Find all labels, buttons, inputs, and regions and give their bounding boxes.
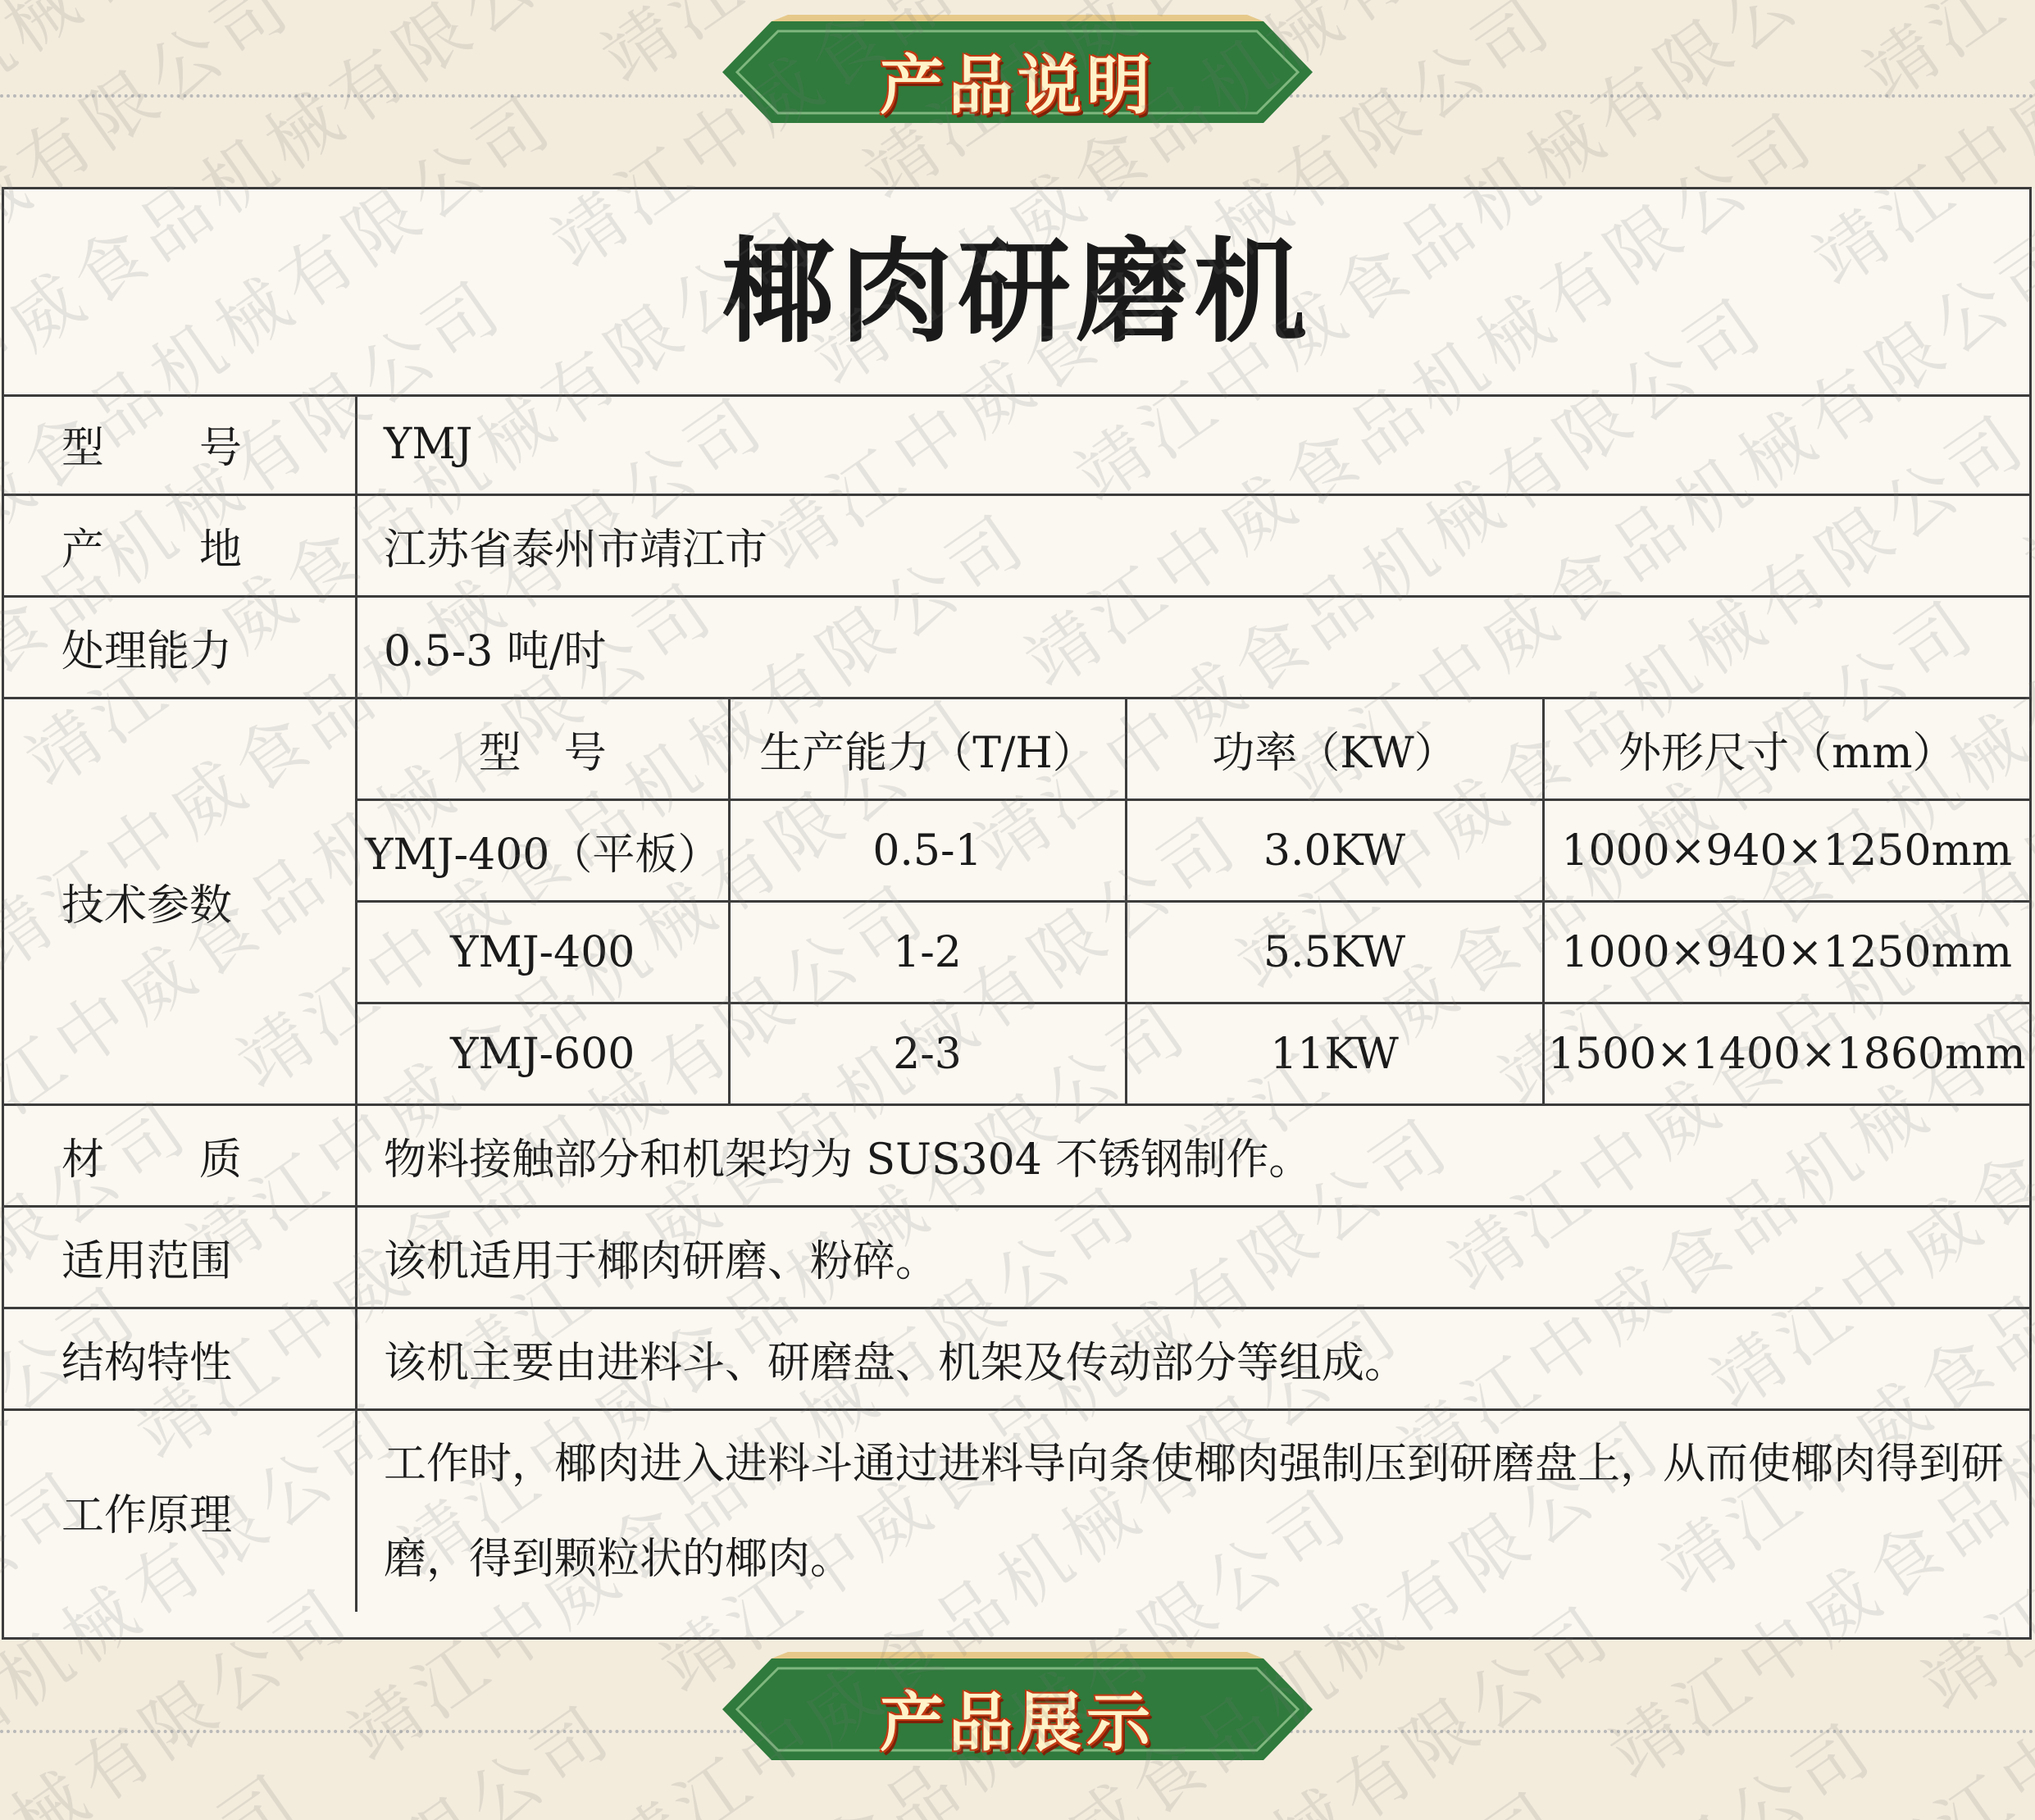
tech-cell-model: YMJ-600 — [357, 1003, 729, 1104]
tech-params-cell — [357, 698, 2030, 1105]
row-origin — [4, 495, 2029, 597]
tech-header-model: 型 号 — [357, 699, 729, 800]
label-char: 质 — [199, 1125, 242, 1186]
row-principle — [4, 1410, 2029, 1613]
footer-ribbon-label: 产品展示 — [722, 1672, 1313, 1763]
label-char: 型 — [61, 413, 104, 475]
footer-ribbon — [722, 1652, 1313, 1767]
tech-cell-capacity: 1-2 — [729, 902, 1126, 1003]
row-origin-label — [4, 495, 357, 597]
row-model-label — [4, 394, 357, 495]
row-scope-value: 该机适用于椰肉研磨、粉碎。 — [357, 1207, 2030, 1308]
tech-cell-power: 3.0KW — [1126, 800, 1543, 902]
tech-data-row — [357, 902, 2029, 1003]
tech-header-power: 功率（KW） — [1126, 699, 1543, 800]
row-structure-value: 该机主要由进料斗、研磨盘、机架及传动部分等组成。 — [357, 1308, 2030, 1410]
product-title: 椰肉研磨机 — [4, 189, 2029, 397]
row-material — [4, 1105, 2029, 1207]
row-material-value: 物料接触部分和机架均为 SUS304 不锈钢制作。 — [357, 1105, 2030, 1207]
row-material-label — [4, 1105, 357, 1207]
row-capacity — [4, 597, 2029, 698]
label-char: 地 — [199, 515, 242, 576]
tech-header-row — [357, 699, 2029, 800]
label-char: 产 — [61, 515, 104, 576]
row-tech-label: 技术参数 — [4, 698, 357, 1105]
row-principle-label: 工作原理 — [4, 1410, 357, 1613]
row-capacity-value: 0.5-3 吨/时 — [357, 597, 2030, 698]
tech-cell-dimensions: 1000×940×1250mm — [1543, 902, 2029, 1003]
tech-data-row — [357, 1003, 2029, 1104]
row-scope — [4, 1207, 2029, 1308]
tech-cell-model: YMJ-400（平板） — [357, 800, 729, 902]
row-origin-value: 江苏省泰州市靖江市 — [357, 495, 2030, 597]
tech-cell-capacity: 0.5-1 — [729, 800, 1126, 902]
spec-table — [4, 394, 2029, 1612]
tech-params-table — [357, 699, 2029, 1103]
tech-cell-dimensions: 1000×940×1250mm — [1543, 800, 2029, 902]
row-tech — [4, 698, 2029, 1105]
row-principle-value: 工作时，椰肉进入进料斗通过进料导向条使椰肉强制压到研磨盘上，从而使椰肉得到研磨，得到颗粒状的椰肉。 — [357, 1410, 2030, 1613]
label-char: 号 — [199, 413, 242, 475]
tech-header-capacity: 生产能力（T/H） — [729, 699, 1126, 800]
row-scope-label: 适用范围 — [4, 1207, 357, 1308]
header-ribbon-label: 产品说明 — [722, 34, 1313, 126]
header-ribbon — [722, 15, 1313, 130]
tech-data-row — [357, 800, 2029, 902]
row-capacity-label: 处理能力 — [4, 597, 357, 698]
row-model-value: YMJ — [357, 394, 2030, 495]
tech-cell-dimensions: 1500×1400×1860mm — [1543, 1003, 2029, 1104]
tech-cell-power: 11KW — [1126, 1003, 1543, 1104]
spec-table-frame — [2, 187, 2032, 1640]
tech-cell-model: YMJ-400 — [357, 902, 729, 1003]
row-structure — [4, 1308, 2029, 1410]
label-char: 材 — [61, 1125, 104, 1186]
tech-cell-capacity: 2-3 — [729, 1003, 1126, 1104]
tech-header-dimensions: 外形尺寸（mm） — [1543, 699, 2029, 800]
tech-cell-power: 5.5KW — [1126, 902, 1543, 1003]
row-model — [4, 394, 2029, 495]
row-structure-label: 结构特性 — [4, 1308, 357, 1410]
